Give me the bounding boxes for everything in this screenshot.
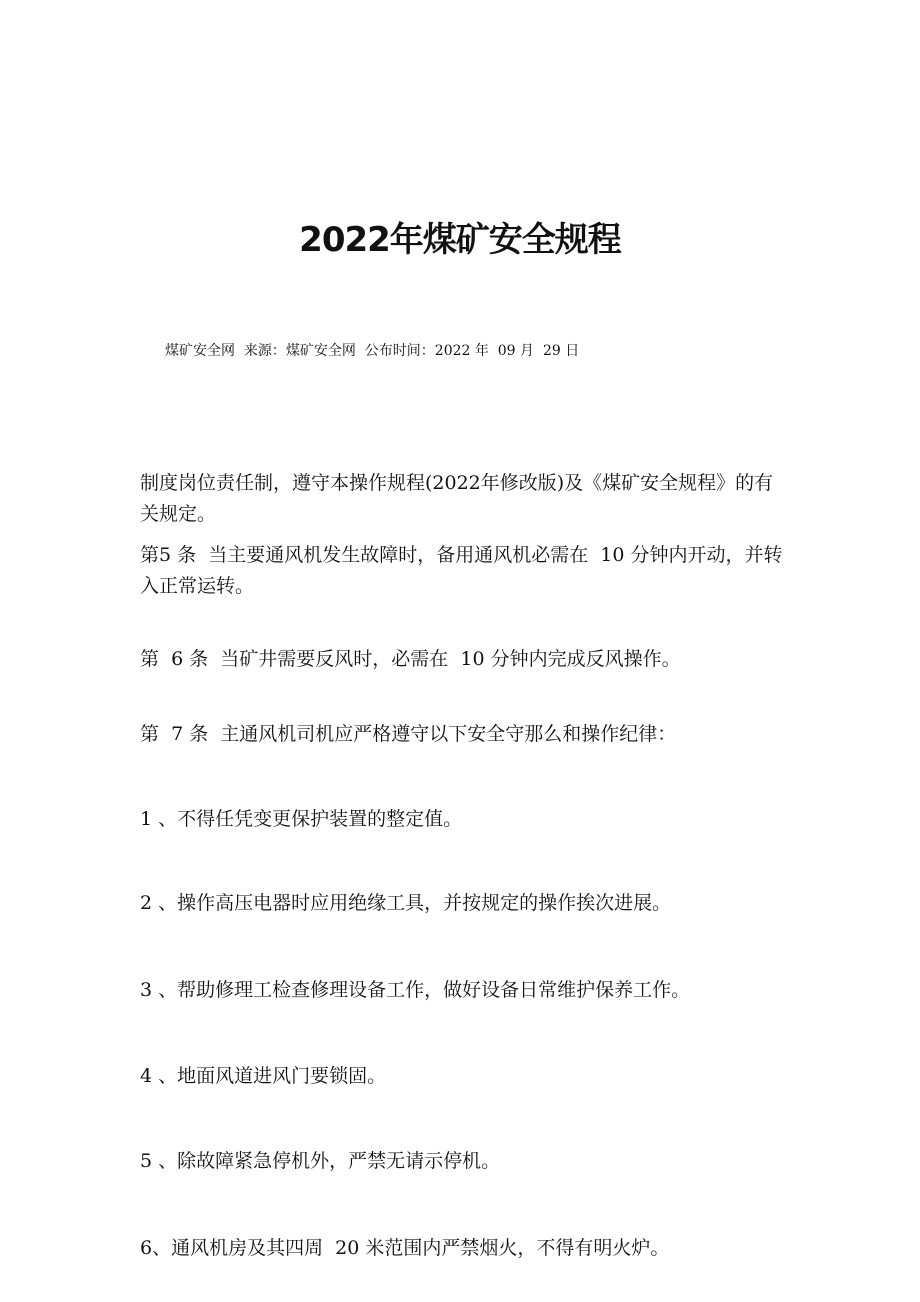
list-item-2: 2 、操作高压电器时应用绝缘工具，并按规定的操作挨次进展。	[140, 892, 672, 914]
list-item-5: 5 、除故障紧急停机外，严禁无请示停机。	[140, 1150, 501, 1172]
paragraph-intro: 制度岗位责任制，遵守本操作规程(2022年修改版)及《煤矿安全规程》的有关规定。	[140, 472, 774, 525]
list-item-4: 4 、地面风道进风门要锁固。	[140, 1065, 387, 1087]
document-title: 2022年煤矿安全规程	[299, 220, 621, 260]
document-meta: 煤矿安全网 来源：煤矿安全网 公布时间：2022 年 09 月 29 日	[165, 343, 580, 359]
paragraph-article-7: 第 7 条 主通风机司机应严格遵守以下安全守那么和操作纪律：	[140, 723, 677, 745]
list-item-6: 6、通风机房及其四周 20 米范围内严禁烟火，不得有明火炉。	[140, 1237, 670, 1259]
list-item-3: 3 、帮助修理工检查修理设备工作，做好设备日常维护保养工作。	[140, 979, 691, 1001]
paragraph-article-6: 第 6 条 当矿井需要反风时，必需在 10 分钟内完成反风操作。	[140, 648, 681, 670]
list-item-1: 1 、不得任凭变更保护装置的整定值。	[140, 808, 463, 830]
paragraph-article-5: 第5 条 当主要通风机发生故障时，备用通风机必需在 10 分钟内开动，并转入正常运转。	[140, 544, 783, 597]
